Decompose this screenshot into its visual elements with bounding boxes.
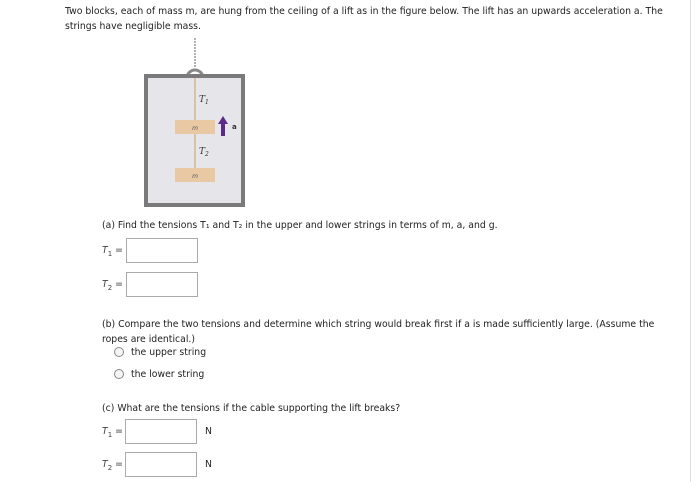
option-lower-string-label[interactable]: the lower string (131, 369, 205, 380)
part-a-t2-input[interactable] (126, 272, 198, 297)
part-c-t2-unit: N (205, 459, 212, 470)
part-c-t1-unit: N (205, 426, 212, 437)
page-border (690, 0, 691, 482)
option-upper-string-label[interactable]: the upper string (131, 347, 207, 358)
part-a-t1-input[interactable] (126, 238, 198, 263)
lower-mass-label: m (192, 173, 198, 180)
part-a-question: (a) Find the tensions T₁ and T₂ in the upper and lower strings in terms of m, a, and g. (102, 220, 498, 231)
part-c-t2-input[interactable] (125, 452, 197, 477)
part-b-question (102, 317, 654, 347)
part-c-question: (c) What are the tensions if the cable supporting the lift breaks? (102, 403, 401, 414)
part-c-t1-input[interactable] (125, 419, 197, 444)
radio-upper-string[interactable] (114, 347, 124, 357)
acceleration-label: a (232, 123, 237, 131)
part-a-t2-label: $T_2$ = (102, 279, 123, 292)
part-b-line-1: (b) Compare the two tensions and determine which string would break first if a is made sufficiently large. (Assume the (102, 319, 655, 330)
intro-line-1: Two blocks, each of mass m, are hung from the ceiling of a lift as in the figure below. The lift has an upwards acceleration a. The (65, 6, 663, 17)
part-b-line-2: ropes are identical.) (102, 334, 196, 345)
part-a-t1-label: $T_1$ = (102, 245, 123, 258)
lift-figure (140, 38, 255, 210)
upper-mass-label: m (192, 125, 198, 132)
t2-label: $T_2$ (199, 147, 209, 158)
part-c-t1-label: $T_1$ = (102, 426, 123, 439)
t1-label: $T_1$ (199, 95, 209, 106)
problem-intro (65, 4, 663, 34)
radio-lower-string[interactable] (114, 369, 124, 379)
intro-line-2: strings have negligible mass. (65, 21, 201, 32)
part-c-t2-label: $T_2$ = (102, 459, 123, 472)
